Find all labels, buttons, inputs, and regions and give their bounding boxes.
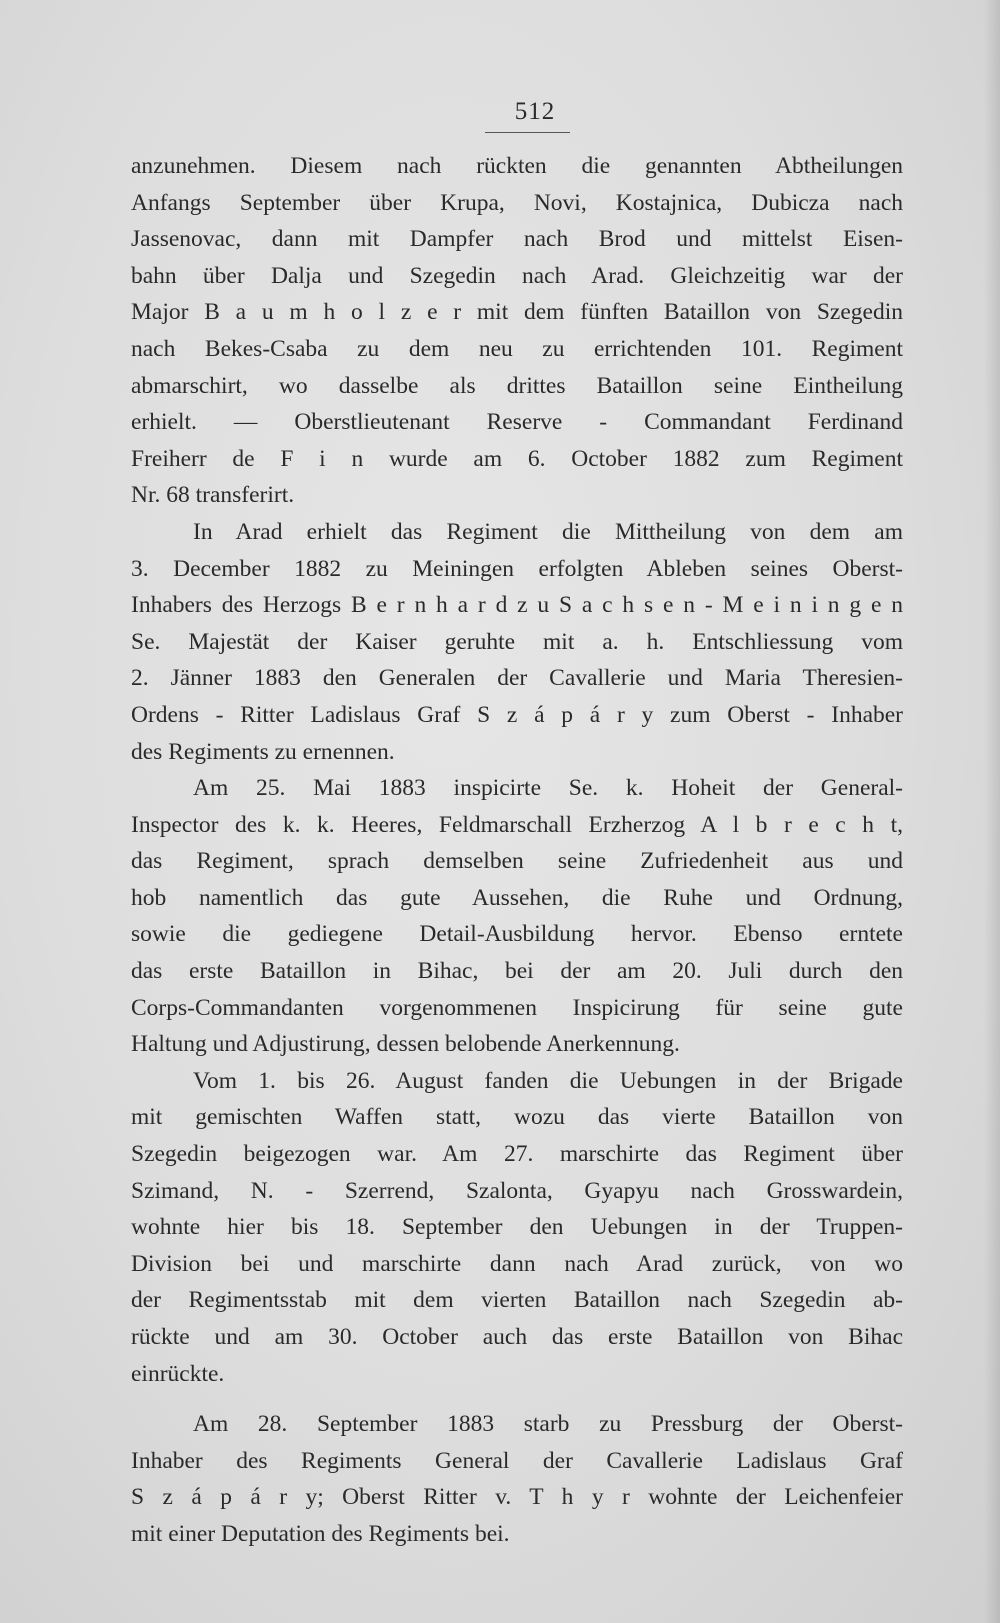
paragraph-gap [131,1392,903,1406]
text-line: In Arad erhielt das Regiment die Mittheilung von dem am [193,518,903,545]
text-line: abmarschirt, wo dasselbe als drittes Bataillon seine Eintheilung [131,372,903,399]
text-line: hob namentlich das gute Aussehen, die Ruhe und Ordnung, [131,884,903,911]
text-line: das erste Bataillon in Bihac, bei der am 20. Juli durch den [131,958,903,985]
text-line: Corps-Commandanten vorgenommenen Inspicirung für seine gute [131,994,903,1021]
page-edge-shadow [984,0,1000,1623]
paragraph [131,1406,903,1552]
text-line: Am 25. Mai 1883 inspicirte Se. k. Hoheit der General- [193,775,903,802]
text-line: Anfangs September über Krupa, Novi, Kostajnica, Dubicza nach [131,189,903,216]
text-line: bahn über Dalja und Szegedin nach Arad. Gleichzeitig war der [131,262,903,289]
text-line: Ordens - Ritter Ladislaus Graf S z á p á r y zum Oberst - Inhaber [131,701,903,728]
text-line: wohnte hier bis 18. September den Uebungen in der Truppen- [131,1214,903,1241]
text-line: Szimand, N. - Szerrend, Szalonta, Gyapyu nach Grosswardein, [131,1177,903,1204]
text-line: des Regiments zu ernennen. [131,738,395,765]
text-line: Inspector des k. k. Heeres, Feldmarschall Erzherzog A l b r e c h t, [131,811,903,838]
body-text [131,148,903,1553]
text-line: nach Bekes-Csaba zu dem neu zu errichtenden 101. Regiment [131,335,903,362]
text-line: Major B a u m h o l z e r mit dem fünften Bataillon von Szegedin [131,299,903,326]
text-line: sowie die gediegene Detail-Ausbildung hervor. Ebenso erntete [131,921,903,948]
text-line: Inhaber des Regiments General der Cavallerie Ladislaus Graf [131,1447,903,1474]
page-number-rule [485,132,570,133]
paragraph [131,514,903,770]
text-line: Nr. 68 transferirt. [131,482,295,509]
text-line: Inhabers des Herzogs B e r n h a r d z u S a c h s e n - M e i n i n g e n [131,592,903,619]
text-line: der Regimentsstab mit dem vierten Bataillon nach Szegedin ab- [131,1287,903,1314]
text-line: das Regiment, sprach demselben seine Zufriedenheit aus und [131,848,903,875]
text-line: Haltung und Adjustirung, dessen belobende Anerkennung. [131,1031,680,1058]
text-line: Freiherr de F i n wurde am 6. October 1882 zum Regiment [131,445,903,472]
paragraph [131,1063,903,1392]
page-number: 512 [514,98,556,125]
text-line: Szegedin beigezogen war. Am 27. marschirte das Regiment über [131,1141,903,1168]
paragraph [131,148,903,514]
text-line: rückte und am 30. October auch das erste Bataillon von Bihac [131,1324,903,1350]
paragraph [131,770,903,1063]
text-line: Division bei und marschirte dann nach Arad zurück, von wo [131,1250,903,1277]
text-line: S z á p á r y; Oberst Ritter v. T h y r wohnte der Leichenfeier [131,1484,903,1511]
text-line: einrückte. [131,1360,225,1387]
text-line: anzunehmen. Diesem nach rückten die genannten Abtheilungen [131,153,903,179]
text-line: 3. December 1882 zu Meiningen erfolgten Ableben seines Oberst- [131,555,903,582]
text-line: Vom 1. bis 26. August fanden die Uebungen in der Brigade [193,1067,903,1094]
text-line: Am 28. September 1883 starb zu Pressburg der Oberst- [193,1411,903,1438]
text-line: mit gemischten Waffen statt, wozu das vierte Bataillon von [131,1104,903,1131]
text-line: mit einer Deputation des Regiments bei. [131,1520,510,1547]
text-line: erhielt. — Oberstlieutenant Reserve - Commandant Ferdinand [131,409,903,436]
text-line: Se. Majestät der Kaiser geruhte mit a. h. Entschliessung vom [131,628,903,655]
text-line: 2. Jänner 1883 den Generalen der Cavallerie und Maria Theresien- [131,665,903,692]
text-line: Jassenovac, dann mit Dampfer nach Brod und mittelst Eisen- [131,226,903,253]
